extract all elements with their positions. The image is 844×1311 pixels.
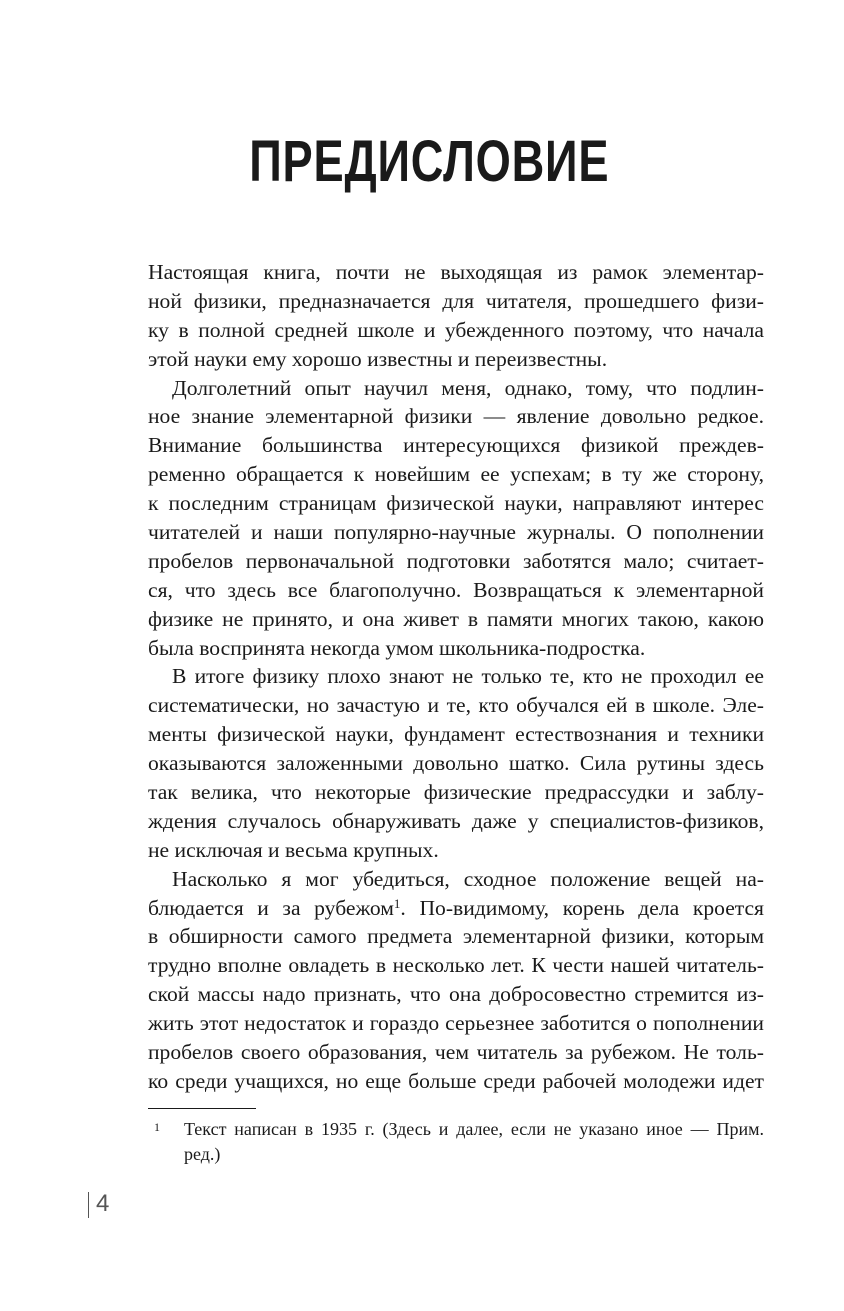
text-line: физике не принято, и она живет в памяти многих такою, какою bbox=[148, 606, 764, 631]
text-line: ко среди учащихся, но еще больше среди рабочей молодежи идет bbox=[148, 1068, 764, 1093]
text-line: не исключая и весьма крупных. bbox=[148, 837, 439, 862]
text-line: Настоящая книга, почти не выходящая из рамок элементар- bbox=[148, 260, 764, 284]
chapter-title: ПРЕДИСЛОВИЕ bbox=[249, 129, 610, 194]
text-line: В итоге физику плохо знают не только те, кто не проходил ее bbox=[172, 664, 764, 689]
text-line: ное знание элементарной физики — явление довольно редкое. bbox=[148, 404, 764, 429]
text-segment: . По-видимому, корень дела кроется bbox=[400, 895, 764, 920]
text-line: менты физической науки, фундамент естествознания и техники bbox=[148, 722, 764, 747]
text-line: этой науки ему хорошо известны и переизвестны. bbox=[148, 346, 608, 371]
footnote-line: Текст написан в 1935 г. (Здесь и далее, если не указано иное — Прим. bbox=[184, 1119, 764, 1139]
text-line: читателей и наши популярно-научные журналы. О пополнении bbox=[148, 520, 764, 545]
body-text bbox=[148, 258, 764, 1096]
text-line: пробелов своего образования, чем читатель за рубежом. Не толь- bbox=[148, 1040, 764, 1065]
footnote bbox=[148, 1117, 764, 1167]
text-line: ской массы надо признать, что она добросовестно стремится из- bbox=[148, 982, 764, 1007]
text-line-with-footnote bbox=[148, 894, 764, 923]
text-line: ся, что здесь все благополучно. Возвращаться к элементарной bbox=[148, 577, 764, 602]
text-line: к последним страницам физической науки, направляют интерес bbox=[148, 491, 764, 516]
text-line: Долголетний опыт научил меня, однако, тому, что подлин- bbox=[172, 375, 764, 400]
text-line: ременно обращается к новейшим ее успехам; в ту же сторону, bbox=[148, 462, 764, 487]
text-line: была воспринята некогда умом школьника-подростка. bbox=[148, 635, 646, 660]
text-segment: блюдается и за рубежом bbox=[148, 895, 394, 920]
page-number: 4 bbox=[96, 1190, 110, 1217]
text-line: в обширности самого предмета элементарной физики, которым bbox=[148, 924, 764, 949]
text-line: пробелов первоначальной подготовки заботятся мало; считает- bbox=[148, 548, 764, 573]
text-line: Внимание большинства интересующихся физикой преждев- bbox=[148, 433, 764, 458]
text-line: так велика, что некоторые физические предрассудки и заблу- bbox=[148, 780, 764, 805]
text-line: ной физики, предназначается для читателя, прошедшего физи- bbox=[148, 288, 764, 313]
footnote-marker: 1 bbox=[154, 1120, 160, 1134]
text-line: ку в полной средней школе и убежденного поэтому, что начала bbox=[148, 317, 764, 342]
text-line: оказываются заложенными довольно шатко. Сила рутины здесь bbox=[148, 751, 764, 776]
text-line: систематически, но зачастую и те, кто обучался ей в школе. Эле- bbox=[148, 693, 764, 718]
text-line: трудно вполне овладеть в несколько лет. К чести нашей читатель- bbox=[148, 953, 764, 978]
text-line: ждения случалось обнаруживать даже у специалистов-физиков, bbox=[148, 808, 764, 833]
footnote-reference[interactable]: 1 bbox=[393, 895, 401, 911]
page-number-bar bbox=[88, 1192, 89, 1218]
footnote-line: ред.) bbox=[184, 1144, 221, 1164]
text-line: жить этот недостаток и гораздо серьезнее заботится о пополнении bbox=[148, 1011, 764, 1036]
text-line: Насколько я мог убедиться, сходное положение вещей на- bbox=[172, 866, 764, 891]
footnote-divider bbox=[148, 1108, 256, 1109]
